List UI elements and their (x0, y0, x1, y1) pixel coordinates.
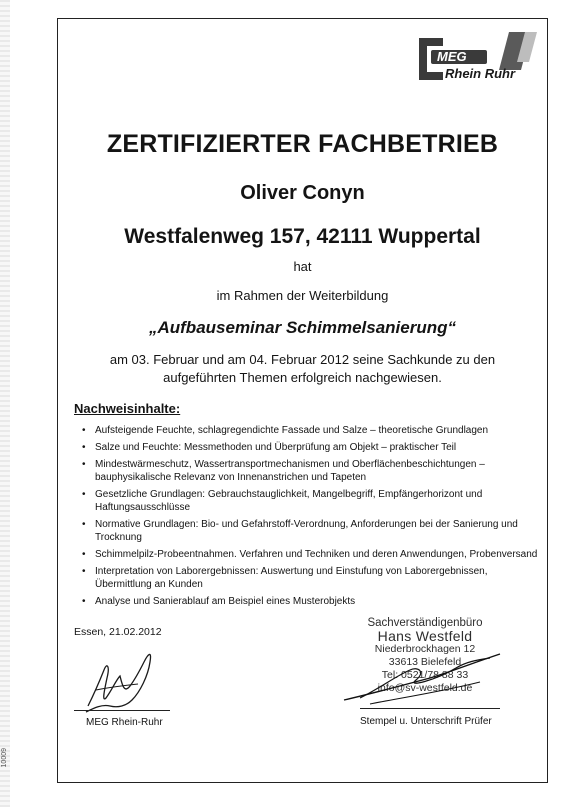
examiner-signature-line (360, 708, 500, 709)
list-item: • Interpretation von Laborergebnissen: Auswertung und Einstufung von Laborergebnissen, Übermittlung an Kunden (82, 565, 542, 591)
list-item: • Salze und Feuchte: Messmethoden und Überprüfung am Objekt – praktischer Teil (82, 441, 542, 454)
stamp-email: info@sv-westfeld.de (377, 682, 473, 694)
margin-note: 10009 (1, 748, 8, 768)
place-date: Essen, 21.02.2012 (74, 626, 162, 638)
confirmation-text: am 03. Februar und am 04. Februar 2012 seine Sachkunde zu den aufgeführten Themen erfolgreich nachgewiesen. (109, 352, 496, 385)
stamp-office: Sachverständigenbüro (367, 617, 483, 629)
stamp-street: Niederbrockhagen 12 (374, 643, 476, 655)
stamp-phone: Tel: 0521/78 88 33 (381, 669, 469, 681)
holder-name: Oliver Conyn (240, 182, 365, 204)
list-item: • Aufsteigende Feuchte, schlagregendichte Fassade und Salze – theoretische Grundlagen (82, 424, 542, 437)
list-item: • Mindestwärmeschutz, Wassertransportmechanismen und Oberflächenbeschichtungen – bauphysikalische Relevanz von Innenanstrichen und Tapeten (82, 458, 542, 484)
examiner-signature (340, 648, 510, 708)
logo-meg-text: MEG (437, 49, 467, 64)
holder-address: Westfalenweg 157, 42111 Wuppertal (124, 225, 481, 248)
list-item: • Gesetzliche Grundlagen: Gebrauchstauglichkeit, Mangelbegriff, Empfängerhorizont und Haftungsausschlüsse (82, 488, 542, 514)
list-item: • Schimmelpilz-Probeentnahmen. Verfahren und Techniken und deren Anwendungen, Probenversand (82, 548, 542, 561)
issuer-signature-line (74, 710, 170, 711)
list-item: • Normative Grundlagen: Bio- und Gefahrstoff-Verordnung, Anforderungen bei der Sanierung und Trocknung (82, 518, 542, 544)
issuer-signature (80, 640, 190, 718)
scan-edge (0, 0, 10, 807)
issuer-label: MEG Rhein-Ruhr (86, 717, 163, 728)
contents-list (82, 424, 542, 612)
line-rahmen: im Rahmen der Weiterbildung (216, 288, 389, 303)
list-item: • Analyse und Sanierablauf am Beispiel eines Musterobjekts (82, 595, 542, 608)
stamp-city: 33613 Bielefeld (388, 656, 462, 668)
contents-heading: Nachweisinhalte: (74, 401, 181, 416)
meg-logo (413, 30, 541, 88)
certificate-title: ZERTIFIZIERTER FACHBETRIEB (106, 130, 499, 158)
stamp-person: Hans Westfeld (377, 628, 473, 644)
logo-region-text: Rhein Ruhr (445, 66, 516, 81)
line-hat: hat (293, 259, 312, 274)
seminar-title: „Aufbauseminar Schimmelsanierung“ (148, 318, 457, 337)
examiner-label: Stempel u. Unterschrift Prüfer (360, 716, 492, 727)
